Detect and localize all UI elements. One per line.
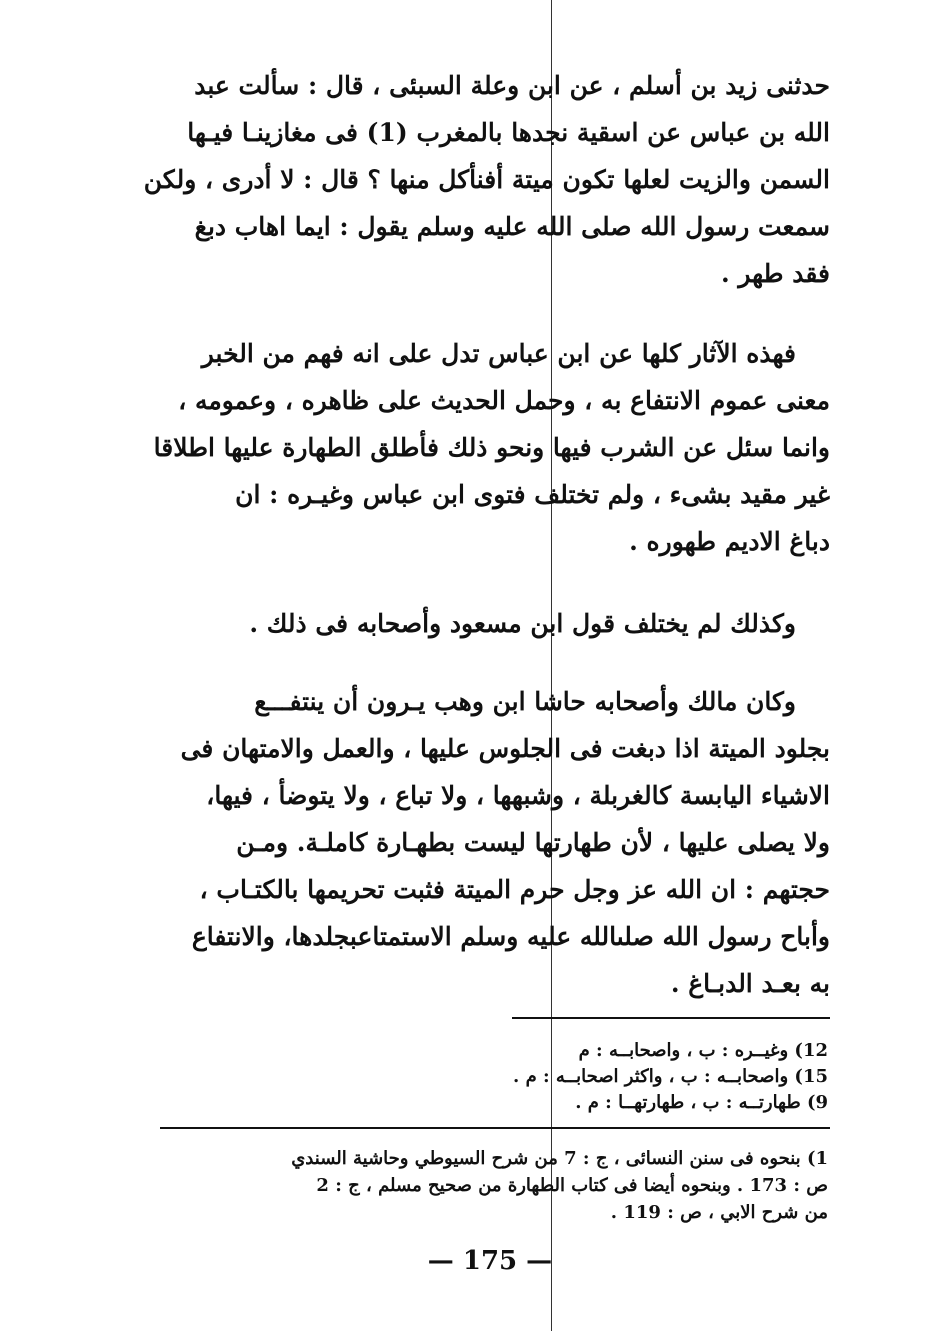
text-line: به بعـد الدبـاغ . (670, 969, 830, 998)
page-number: — 175 — (427, 1246, 553, 1276)
footnotes (160, 1145, 828, 1226)
text-line: فقد طهر . (720, 259, 830, 288)
text-line: حجتهم : ان الله عز وجل حرم الميتة فثبت تحريمها بالكتـاب ، (199, 875, 830, 904)
footnote-line: ص : 173 . وبنحوه أيضا فى كتاب الطهارة من صحيح مسلم ، ج : 2 (316, 1175, 828, 1196)
text-line: وكذلك لم يختلف قول ابن مسعود وأصحابه فى ذلك . (249, 609, 796, 638)
paragraph-1 (143, 62, 830, 297)
variant-note: 9) طهارتــه : ب ، طهارتهــا : م . (575, 1092, 828, 1113)
text-line: الاشياء اليابسة كالغربلة ، وشبهها ، ولا تباع ، ولا يتوضأ ، فيها، (206, 781, 830, 810)
text-line: وكان مالك وأصحابه حاشا ابن وهب يـرون أن ينتفـــع (254, 687, 796, 716)
text-line: معنى عموم الانتفاع به ، وحمل الحديث على ظاهره ، وعمومه ، (178, 386, 830, 415)
text-line: بجلود الميتة اذا دبغت فى الجلوس عليها ، والعمل والامتهان فى (180, 734, 830, 763)
text-line: فهذه الآثار كلها عن ابن عباس تدل على انه فهم من الخبر (201, 339, 796, 368)
variants-divider (512, 1017, 830, 1019)
paragraph-4 (158, 678, 830, 1007)
text-line: حدثنى زيد بن أسلم ، عن ابن وعلة السبئى ، قال : سألت عبد (194, 71, 830, 100)
text-line: السمن والزيت لعلها تكون ميتة أفنأكل منها ؟ قال : لا أدرى ، ولكن (143, 165, 830, 194)
text-line: دباغ الاديم طهوره . (629, 527, 830, 556)
paragraph-2 (153, 330, 830, 565)
text-line: الله بن عباس عن اسقية نجدها بالمغرب (1) فى مغازينـا فيـها (187, 118, 830, 147)
footnotes-divider (160, 1127, 830, 1129)
paragraph-3 (158, 600, 830, 647)
text-line: سمعت رسول الله صلى الله عليه وسلم يقول : ايما اهاب دبغ (194, 212, 830, 241)
text-line: ولا يصلى عليها ، لأن طهارتها ليست بطهـارة كاملـة. ومـن (236, 828, 830, 857)
text-line: غير مقيد بشىء ، ولم تختلف فتوى ابن عباس وغيـره : ان (235, 480, 830, 509)
footnote-line: من شرح الابي ، ص : 119 . (610, 1202, 828, 1223)
text-line: وأباح رسول الله صلىالله عليه وسلم الاستمتاعبجلدها، والانتفاع (191, 922, 830, 951)
variant-note: 12) وغيــره : ب ، واصحابــه : م (578, 1040, 828, 1061)
manuscript-variants (380, 1038, 828, 1116)
text-line: وانما سئل عن الشرب فيها ونحو ذلك فأطلق الطهارة عليها اطلاقا (153, 433, 830, 462)
footnote-line: 1) بنحوه فى سنن النسائى ، ج : 7 من شرح السيوطي وحاشية السندي (291, 1148, 828, 1169)
variant-note: 15) واصحابــه : ب ، واكثر اصحابــه : م . (513, 1066, 828, 1087)
